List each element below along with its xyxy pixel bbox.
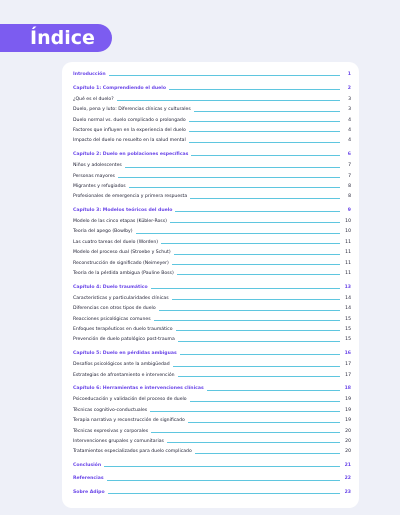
toc-page-number: 4: [348, 138, 351, 144]
toc-page-number: 23: [344, 490, 351, 496]
dot-leader: [189, 131, 340, 132]
toc-entry[interactable]: [73, 271, 351, 276]
dot-leader: [136, 233, 340, 234]
dot-leader: [207, 390, 340, 391]
toc-label: Prevención de duelo patológico post-trauma: [73, 337, 175, 343]
toc-page-number: 20: [345, 428, 351, 434]
toc-label: Tratamientos especializados para duelo complicado: [73, 449, 192, 455]
toc-entry[interactable]: [73, 219, 351, 224]
toc-label: Terapia narrativa y reconstrucción de significado: [73, 418, 185, 424]
toc-label: Capítulo 5: Duelo en pérdidas ambiguas: [73, 350, 177, 356]
toc-label: Desafíos psicológicos ante la ambigüedad: [73, 362, 170, 368]
toc-heading[interactable]: [73, 152, 351, 157]
toc-label: Características y particularidades clínicas: [73, 295, 169, 301]
dot-leader: [189, 142, 340, 143]
toc-entry[interactable]: [73, 118, 351, 123]
toc-page-number: 4: [348, 117, 351, 123]
toc-heading[interactable]: [73, 463, 351, 468]
dot-leader: [188, 422, 340, 423]
dot-leader: [150, 411, 340, 412]
toc-page-number: 4: [348, 127, 351, 133]
dot-leader: [129, 187, 340, 188]
toc-page-number: 11: [345, 271, 351, 277]
dot-leader: [154, 320, 340, 321]
toc-entry[interactable]: [73, 408, 351, 413]
dot-leader: [180, 354, 340, 355]
toc-label: Técnicas expresivas y corporales: [73, 428, 149, 434]
dot-leader: [159, 310, 340, 311]
toc-heading[interactable]: [73, 386, 351, 391]
toc-label: Capítulo 1: Comprendiendo el duelo: [73, 85, 167, 91]
toc-page-number: 22: [344, 476, 351, 482]
dot-leader: [172, 264, 340, 265]
dot-leader: [170, 222, 340, 223]
toc-label: Sobre Adipo: [73, 490, 105, 496]
toc-page-number: 8: [348, 183, 351, 189]
toc-entry[interactable]: [73, 229, 351, 234]
toc-page-number: 10: [345, 229, 351, 235]
toc-page-number: 11: [345, 239, 351, 245]
toc-page-number: 20: [345, 449, 351, 455]
toc-page-number: 14: [345, 295, 351, 301]
dot-leader: [190, 401, 340, 402]
toc-label: Enfoques terapéuticos en duelo traumático: [73, 326, 173, 332]
toc-label: Modelo del proceso dual (Stroebe y Schut): [73, 250, 171, 256]
toc-entry[interactable]: [73, 184, 351, 189]
toc-label: Migrantes y refugiados: [73, 183, 126, 189]
toc-page-number: 19: [345, 397, 351, 403]
toc-entry[interactable]: [73, 306, 351, 311]
toc-entry[interactable]: [73, 174, 351, 179]
toc-label: Capítulo 2: Duelo en poblaciones específicas: [73, 151, 189, 157]
toc-entry[interactable]: [73, 128, 351, 133]
toc-page-number: 7: [348, 163, 351, 169]
toc-page-number: 9: [347, 207, 351, 213]
toc-label: Conclusión: [73, 462, 102, 468]
toc-entry[interactable]: [73, 337, 351, 342]
dot-leader: [169, 89, 340, 90]
toc-page-number: 20: [345, 438, 351, 444]
toc-entry[interactable]: [73, 449, 351, 454]
toc-list: [73, 72, 351, 495]
dot-leader: [118, 177, 340, 178]
toc-entry[interactable]: [73, 373, 351, 378]
dot-leader: [178, 376, 340, 377]
toc-page-number: 3: [348, 96, 351, 102]
toc-label: Duelo normal vs. duelo complicado o prolongado: [73, 117, 186, 123]
toc-entry[interactable]: [73, 240, 351, 245]
dot-leader: [175, 211, 340, 212]
toc-label: Estrategias de afrontamiento e intervención: [73, 372, 175, 378]
dot-leader: [109, 75, 340, 76]
toc-page-number: 16: [344, 350, 351, 356]
toc-label: Intervenciones grupales y comunitarias: [73, 438, 164, 444]
dot-leader: [194, 111, 340, 112]
toc-entry[interactable]: [73, 362, 351, 367]
toc-page-number: 17: [345, 372, 351, 378]
toc-heading[interactable]: [73, 351, 351, 356]
toc-label: Personas mayores: [73, 173, 115, 179]
toc-label: Las cuatro tareas del duelo (Worden): [73, 239, 159, 245]
toc-page-number: 2: [347, 85, 351, 91]
toc-entry[interactable]: [73, 138, 351, 143]
dot-leader: [107, 480, 340, 481]
toc-page-number: 18: [344, 386, 351, 392]
dot-leader: [167, 442, 340, 443]
dot-leader: [125, 167, 340, 168]
toc-label: Duelo, pena y luto: Diferencias clínicas y culturales: [73, 107, 191, 113]
dot-leader: [176, 330, 340, 331]
toc-page-number: 14: [345, 306, 351, 312]
toc-heading[interactable]: [73, 72, 351, 77]
toc-heading[interactable]: [73, 490, 351, 495]
dot-leader: [104, 466, 340, 467]
dot-leader: [172, 299, 340, 300]
toc-label: Reconstrucción de significado (Neimeyer): [73, 260, 169, 266]
toc-label: Introducción: [73, 72, 106, 77]
toc-label: Teoría del apego (Bowlby): [73, 229, 133, 235]
dot-leader: [195, 453, 340, 454]
toc-label: Técnicas cognitivo-conductuales: [73, 407, 148, 413]
toc-heading[interactable]: [73, 476, 351, 481]
dot-leader: [177, 274, 340, 275]
dot-leader: [190, 198, 340, 199]
toc-entry[interactable]: [73, 163, 351, 168]
toc-entry[interactable]: [73, 107, 351, 112]
toc-page-number: 15: [345, 316, 351, 322]
dot-leader: [151, 432, 340, 433]
toc-page-number: 10: [345, 219, 351, 225]
toc-page-number: 8: [348, 194, 351, 200]
toc-page-number: 21: [344, 462, 351, 468]
toc-page-number: 6: [347, 151, 351, 157]
toc-label: ¿Qué es el duelo?: [73, 96, 114, 102]
dot-leader: [189, 121, 340, 122]
dot-leader: [108, 493, 340, 494]
toc-card: [62, 62, 359, 508]
toc-label: Capítulo 3: Modelos teóricos del duelo: [73, 207, 173, 213]
toc-entry[interactable]: [73, 429, 351, 434]
toc-label: Diferencias con otros tipos de duelo: [73, 306, 156, 312]
dot-leader: [161, 243, 340, 244]
toc-entry[interactable]: [73, 97, 351, 102]
toc-page-number: 19: [345, 418, 351, 424]
toc-label: Psicoeducación y validación del proceso de duelo: [73, 397, 187, 403]
toc-label: Capítulo 6: Herramientas e intervenciones clínicas: [73, 386, 204, 392]
dot-leader: [117, 100, 340, 101]
toc-label: Modelo de las cinco etapas (Kübler-Ross): [73, 219, 167, 225]
dot-leader: [173, 366, 340, 367]
toc-page-number: 17: [345, 362, 351, 368]
toc-label: Capítulo 4: Duelo traumático: [73, 284, 148, 290]
toc-page-number: 1: [347, 72, 351, 77]
toc-page-number: 19: [345, 407, 351, 413]
toc-entry[interactable]: [73, 261, 351, 266]
toc-heading[interactable]: [73, 86, 351, 91]
dot-leader: [151, 288, 340, 289]
toc-page-number: 15: [345, 326, 351, 332]
toc-heading[interactable]: [73, 285, 351, 290]
toc-entry[interactable]: [73, 194, 351, 199]
toc-page-number: 3: [348, 107, 351, 113]
toc-page-number: 11: [345, 260, 351, 266]
toc-entry[interactable]: [73, 317, 351, 322]
toc-label: Niños y adolescentes: [73, 163, 122, 169]
toc-entry[interactable]: [73, 418, 351, 423]
toc-heading[interactable]: [73, 208, 351, 213]
toc-label: Profesionales de emergencia y primera respuesta: [73, 194, 188, 200]
toc-label: Impacto del duelo no resuelto en la salud mental: [73, 138, 186, 144]
dot-leader: [191, 155, 340, 156]
toc-label: Reacciones psicológicas comunes: [73, 316, 151, 322]
dot-leader: [178, 341, 340, 342]
toc-entry[interactable]: [73, 397, 351, 402]
page-title: Índice: [0, 24, 112, 52]
toc-entry[interactable]: [73, 250, 351, 255]
toc-entry[interactable]: [73, 439, 351, 444]
dot-leader: [174, 254, 340, 255]
toc-label: Teoría de la pérdida ambigua (Pauline Boss): [73, 271, 174, 277]
toc-page-number: 13: [344, 284, 351, 290]
toc-page-number: 15: [345, 337, 351, 343]
toc-page-number: 7: [348, 173, 351, 179]
toc-label: Referencias: [73, 476, 104, 482]
toc-entry[interactable]: [73, 296, 351, 301]
toc-label: Factores que influyen en la experiencia del duelo: [73, 127, 186, 133]
toc-entry[interactable]: [73, 327, 351, 332]
toc-page-number: 11: [345, 250, 351, 256]
